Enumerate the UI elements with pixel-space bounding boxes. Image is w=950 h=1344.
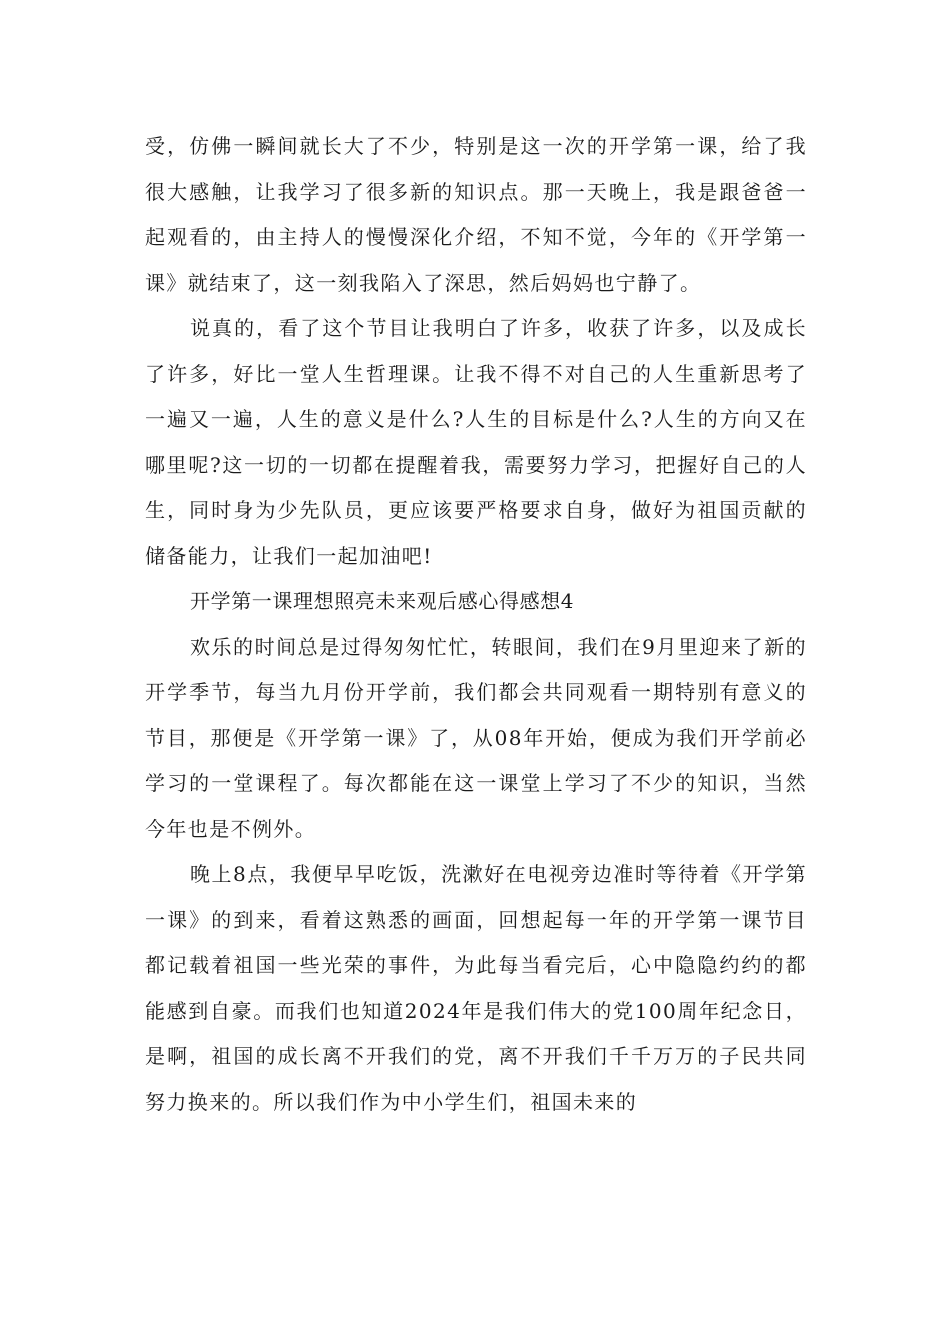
- paragraph: 说真的，看了这个节目让我明白了许多，收获了许多，以及成长了许多，好比一堂人生哲理课。让我不得不对自己的人生重新思考了一遍又一遍，人生的意义是什么?人生的目标是什么?人生的方向又在哪里呢?这一切的一切都在提醒着我，需要努力学习，把握好自己的人生，同时身为少先队员，更应该要严格要求自身，做好为祖国贡献的储备能力，让我们一起加油吧!: [145, 316, 807, 568]
- paragraph: 晚上8点，我便早早吃饭，洗漱好在电视旁边准时等待着《开学第一课》的到来，看着这熟悉的画面，回想起每一年的开学第一课节目都记载着祖国一些光荣的事件，为此每当看完后，心中隐隐约约的都能感到自豪。而我们也知道2024年是我们伟大的党100周年纪念日，是啊，祖国的成长离不开我们的党，离不开我们千千万万的子民共同努力换来的。所以我们作为中小学生们，祖国未来的: [145, 862, 807, 1114]
- document-body: [145, 124, 807, 1125]
- paragraph: 欢乐的时间总是过得匆匆忙忙，转眼间，我们在9月里迎来了新的开学季节，每当九月份开学前，我们都会共同观看一期特别有意义的节目，那便是《开学第一课》了，从08年开始，便成为我们开学前必学习的一堂课程了。每次都能在这一课堂上学习了不少的知识，当然今年也是不例外。: [145, 634, 807, 841]
- paragraph: 受，仿佛一瞬间就长大了不少，特别是这一次的开学第一课，给了我很大感触，让我学习了很多新的知识点。那一天晚上，我是跟爸爸一起观看的，由主持人的慢慢深化介绍，不知不觉，今年的《开学第一课》就结束了，这一刻我陷入了深思，然后妈妈也宁静了。: [145, 134, 807, 295]
- section-heading: 开学第一课理想照亮未来观后感心得感想4: [190, 589, 575, 613]
